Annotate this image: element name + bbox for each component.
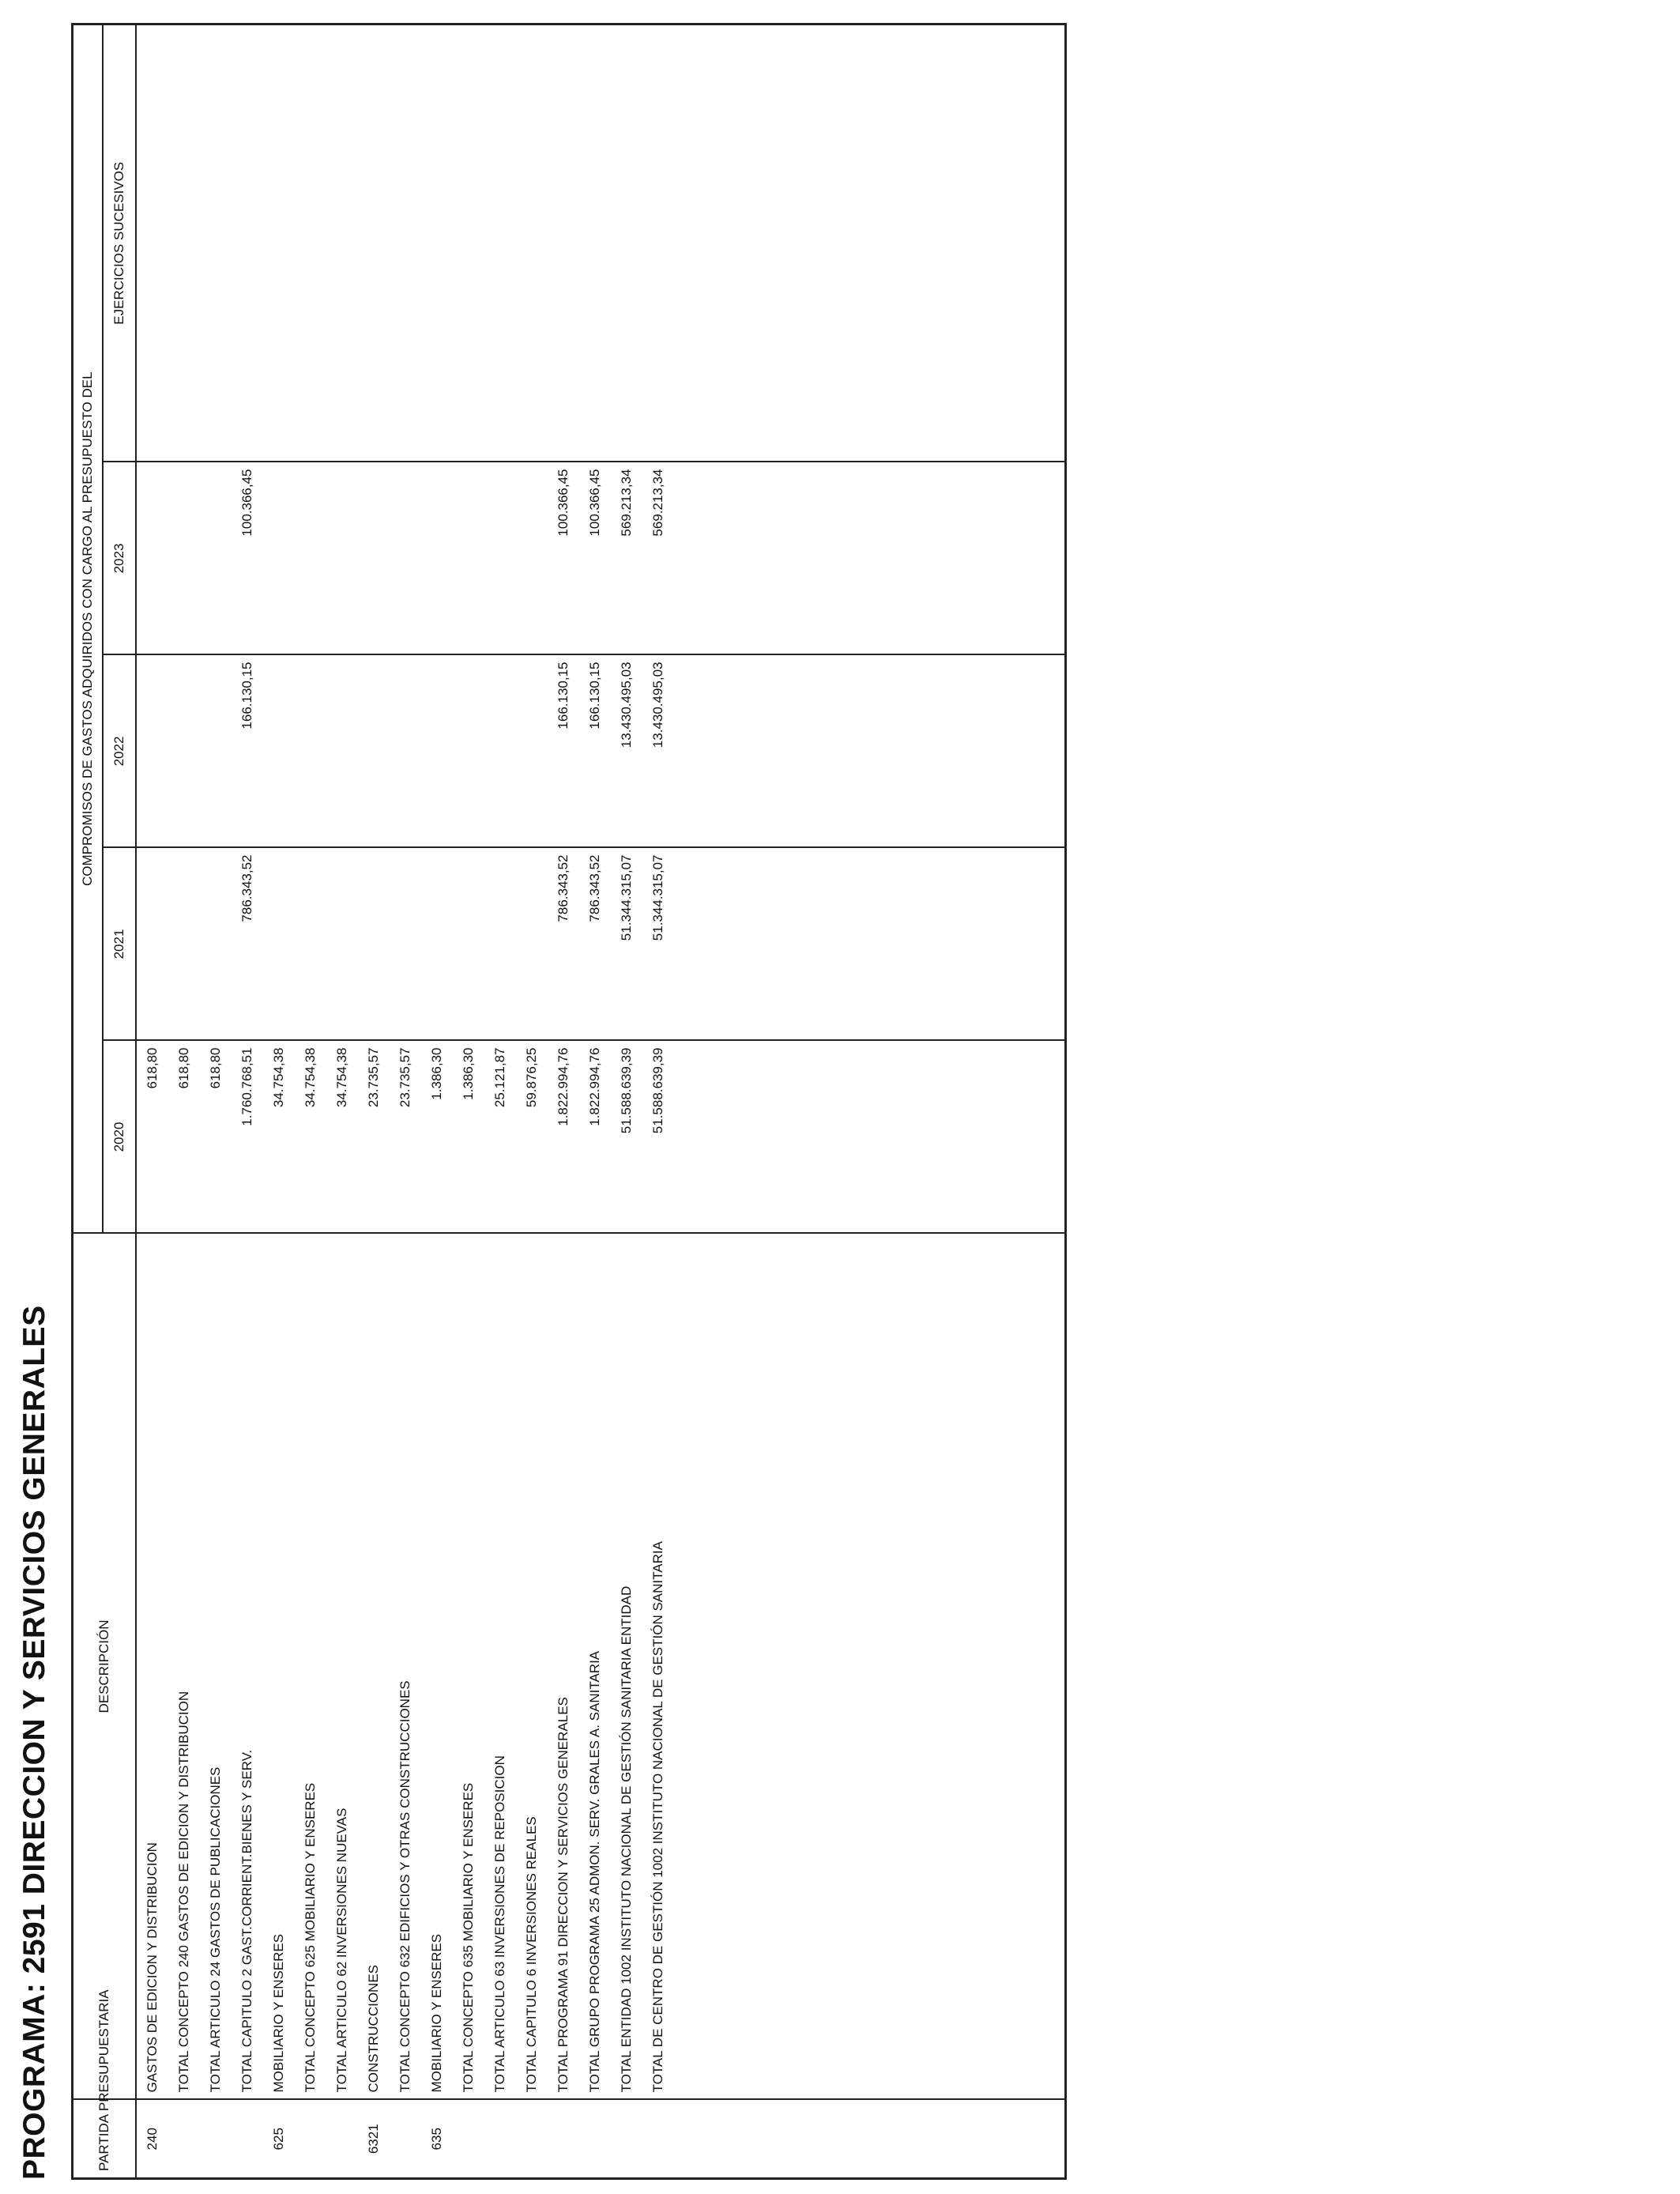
empty-cell (674, 655, 704, 848)
empty-cell (854, 1234, 884, 2100)
empty-cell (734, 24, 764, 462)
value-2020-cell: 23.735,57 (390, 1041, 421, 1234)
value-sucesivos-cell (484, 24, 516, 462)
empty-cell (824, 462, 854, 655)
value-2023-cell: 100.366,45 (232, 462, 263, 655)
value-2023-cell (295, 462, 326, 655)
partida-cell: 625 (263, 2100, 295, 2179)
value-2022-cell: 166.130,15 (548, 655, 579, 848)
empty-cell (854, 655, 884, 848)
value-2023-cell (136, 462, 168, 655)
value-2023-cell (326, 462, 358, 655)
value-sucesivos-cell (611, 24, 642, 462)
empty-cell (824, 848, 854, 1041)
empty-cell (974, 2100, 1004, 2179)
empty-cell (674, 1234, 704, 2100)
empty-cell (914, 2100, 944, 2179)
table-row (516, 24, 548, 2178)
empty-row (734, 24, 764, 2178)
value-2021-cell (295, 848, 326, 1041)
value-2023-cell (516, 462, 548, 655)
table-row (358, 24, 390, 2178)
value-2020-cell: 34.754,38 (295, 1041, 326, 1234)
value-2020-cell: 23.735,57 (358, 1041, 390, 1234)
empty-cell (884, 655, 914, 848)
partida-cell (200, 2100, 232, 2179)
empty-row (944, 24, 974, 2178)
empty-cell (1034, 1234, 1066, 2100)
empty-cell (764, 848, 794, 1041)
value-2020-cell: 1.386,30 (421, 1041, 453, 1234)
empty-cell (974, 24, 1004, 462)
descripcion-cell: CONSTRUCCIONES (358, 1234, 390, 2100)
value-2021-cell: 786.343,52 (232, 848, 263, 1041)
empty-cell (824, 24, 854, 462)
value-2020-cell: 34.754,38 (326, 1041, 358, 1234)
table-row (611, 24, 642, 2178)
empty-cell (704, 848, 734, 1041)
value-2022-cell (484, 655, 516, 848)
empty-cell (1004, 1041, 1034, 1234)
header-ejercicios-sucesivos: EJERCICIOS SUCESIVOS (103, 24, 136, 462)
value-2023-cell (263, 462, 295, 655)
empty-cell (794, 848, 824, 1041)
value-2020-cell: 1.386,30 (453, 1041, 484, 1234)
partida-cell (168, 2100, 200, 2179)
value-2023-cell: 100.366,45 (548, 462, 579, 655)
value-2021-cell (326, 848, 358, 1041)
empty-cell (1034, 462, 1066, 655)
value-2022-cell (168, 655, 200, 848)
empty-cell (914, 1234, 944, 2100)
empty-cell (764, 1234, 794, 2100)
value-2020-cell: 618,80 (168, 1041, 200, 1234)
empty-cell (854, 848, 884, 1041)
descripcion-cell: MOBILIARIO Y ENSERES (421, 1234, 453, 2100)
empty-row (1034, 24, 1066, 2178)
empty-cell (884, 1234, 914, 2100)
descripcion-cell: GASTOS DE EDICION Y DISTRIBUCION (136, 1234, 168, 2100)
value-2020-cell: 618,80 (136, 1041, 168, 1234)
empty-cell (704, 1041, 734, 1234)
empty-cell (704, 462, 734, 655)
empty-cell (824, 1234, 854, 2100)
table-row (136, 24, 168, 2178)
empty-cell (914, 655, 944, 848)
empty-cell (944, 655, 974, 848)
table-row (200, 24, 232, 2178)
empty-row (704, 24, 734, 2178)
empty-cell (1004, 24, 1034, 462)
empty-cell (734, 848, 764, 1041)
empty-cell (944, 2100, 974, 2179)
table-row (232, 24, 263, 2178)
empty-cell (824, 2100, 854, 2179)
value-2021-cell (168, 848, 200, 1041)
value-2022-cell (358, 655, 390, 848)
descripcion-cell: TOTAL CAPITULO 6 INVERSIONES REALES (516, 1234, 548, 2100)
value-2023-cell (390, 462, 421, 655)
value-2021-cell (484, 848, 516, 1041)
value-2022-cell (136, 655, 168, 848)
descripcion-cell: MOBILIARIO Y ENSERES (263, 1234, 295, 2100)
empty-cell (1034, 24, 1066, 462)
value-2022-cell (295, 655, 326, 848)
partida-cell: 240 (136, 2100, 168, 2179)
value-2022-cell (390, 655, 421, 848)
empty-cell (944, 1234, 974, 2100)
empty-cell (884, 462, 914, 655)
empty-row (1004, 24, 1034, 2178)
empty-cell (734, 462, 764, 655)
empty-cell (854, 462, 884, 655)
empty-cell (794, 1041, 824, 1234)
empty-cell (944, 24, 974, 462)
value-sucesivos-cell (516, 24, 548, 462)
partida-cell (642, 2100, 674, 2179)
table-row (421, 24, 453, 2178)
table-body (136, 24, 1066, 2178)
value-sucesivos-cell (548, 24, 579, 462)
value-2021-cell (200, 848, 232, 1041)
empty-cell (1034, 1041, 1066, 1234)
value-2020-cell: 1.822.994,76 (548, 1041, 579, 1234)
value-2023-cell: 100.366,45 (579, 462, 611, 655)
descripcion-cell: TOTAL GRUPO PROGRAMA 25 ADMON. SERV. GRALES A. SANITARIA (579, 1234, 611, 2100)
empty-cell (824, 1041, 854, 1234)
value-2021-cell (358, 848, 390, 1041)
partida-cell (453, 2100, 484, 2179)
empty-cell (674, 1041, 704, 1234)
table-row (548, 24, 579, 2178)
value-2020-cell: 1.760.768,51 (232, 1041, 263, 1234)
empty-cell (1004, 1234, 1034, 2100)
table-row (295, 24, 326, 2178)
table-row (484, 24, 516, 2178)
empty-cell (1034, 655, 1066, 848)
value-2022-cell: 13.430.495,03 (642, 655, 674, 848)
header-year-2020: 2020 (103, 1041, 136, 1234)
empty-cell (974, 462, 1004, 655)
value-2021-cell: 786.343,52 (579, 848, 611, 1041)
empty-cell (944, 462, 974, 655)
empty-cell (764, 655, 794, 848)
empty-row (674, 24, 704, 2178)
empty-cell (1034, 2100, 1066, 2179)
value-2022-cell (326, 655, 358, 848)
descripcion-cell: TOTAL ARTICULO 63 INVERSIONES DE REPOSICION (484, 1234, 516, 2100)
empty-cell (854, 24, 884, 462)
empty-row (824, 24, 854, 2178)
empty-cell (734, 1041, 764, 1234)
empty-cell (944, 848, 974, 1041)
value-sucesivos-cell (168, 24, 200, 462)
value-2021-cell (453, 848, 484, 1041)
value-2023-cell (358, 462, 390, 655)
value-sucesivos-cell (263, 24, 295, 462)
empty-cell (1004, 2100, 1034, 2179)
empty-cell (974, 1234, 1004, 2100)
empty-cell (794, 24, 824, 462)
descripcion-cell: TOTAL CONCEPTO 625 MOBILIARIO Y ENSERES (295, 1234, 326, 2100)
empty-cell (734, 2100, 764, 2179)
value-2020-cell: 51.588.639,39 (642, 1041, 674, 1234)
descripcion-cell: TOTAL CONCEPTO 632 EDIFICIOS Y OTRAS CONSTRUCCIONES (390, 1234, 421, 2100)
empty-cell (674, 462, 704, 655)
value-2021-cell: 51.344.315,07 (611, 848, 642, 1041)
partida-cell (579, 2100, 611, 2179)
empty-cell (884, 1041, 914, 1234)
empty-cell (1004, 655, 1034, 848)
header-year-2023: 2023 (103, 462, 136, 655)
table-row (453, 24, 484, 2178)
descripcion-cell: TOTAL ENTIDAD 1002 INSTITUTO NACIONAL DE GESTIÓN SANITARIA ENTIDAD (611, 1234, 642, 2100)
empty-cell (974, 1041, 1004, 1234)
descripcion-cell: TOTAL ARTICULO 24 GASTOS DE PUBLICACIONES (200, 1234, 232, 2100)
value-sucesivos-cell (326, 24, 358, 462)
header-year-2022: 2022 (103, 655, 136, 848)
descripcion-cell: TOTAL DE CENTRO DE GESTIÓN 1002 INSTITUTO NACIONAL DE GESTIÓN SANITARIA (642, 1234, 674, 2100)
header-partida: PARTIDA PRESUPUESTARIA (73, 2100, 137, 2179)
value-2023-cell: 569.213,34 (642, 462, 674, 655)
value-2023-cell: 569.213,34 (611, 462, 642, 655)
empty-cell (794, 655, 824, 848)
value-2020-cell: 25.121,87 (484, 1041, 516, 1234)
value-sucesivos-cell (358, 24, 390, 462)
value-2020-cell: 59.876,25 (516, 1041, 548, 1234)
empty-cell (914, 462, 944, 655)
value-sucesivos-cell (453, 24, 484, 462)
value-sucesivos-cell (421, 24, 453, 462)
table-row (642, 24, 674, 2178)
value-2021-cell (136, 848, 168, 1041)
value-2021-cell (390, 848, 421, 1041)
table-row (390, 24, 421, 2178)
empty-row (884, 24, 914, 2178)
empty-cell (794, 1234, 824, 2100)
value-2021-cell (516, 848, 548, 1041)
empty-cell (764, 24, 794, 462)
value-2020-cell: 51.588.639,39 (611, 1041, 642, 1234)
header-year-2021: 2021 (103, 848, 136, 1041)
value-2022-cell (200, 655, 232, 848)
value-2022-cell: 13.430.495,03 (611, 655, 642, 848)
empty-cell (794, 462, 824, 655)
commitments-table (71, 23, 1067, 2180)
empty-cell (974, 655, 1004, 848)
empty-row (974, 24, 1004, 2178)
partida-cell: 635 (421, 2100, 453, 2179)
empty-cell (884, 848, 914, 1041)
value-2023-cell (453, 462, 484, 655)
empty-cell (1004, 848, 1034, 1041)
value-2022-cell: 166.130,15 (579, 655, 611, 848)
partida-cell (232, 2100, 263, 2179)
value-sucesivos-cell (232, 24, 263, 462)
empty-cell (884, 2100, 914, 2179)
empty-row (854, 24, 884, 2178)
value-2022-cell (516, 655, 548, 848)
partida-cell (611, 2100, 642, 2179)
empty-cell (704, 2100, 734, 2179)
header-compromisos: COMPROMISOS DE GASTOS ADQUIRIDOS CON CARGO AL PRESUPUESTO DEL (73, 24, 104, 1233)
partida-cell (326, 2100, 358, 2179)
value-2023-cell (484, 462, 516, 655)
empty-cell (764, 462, 794, 655)
empty-cell (824, 655, 854, 848)
empty-cell (1034, 848, 1066, 1041)
partida-cell (516, 2100, 548, 2179)
table-row (326, 24, 358, 2178)
empty-cell (854, 2100, 884, 2179)
value-2020-cell: 1.822.994,76 (579, 1041, 611, 1234)
descripcion-cell: TOTAL ARTICULO 62 INVERSIONES NUEVAS (326, 1234, 358, 2100)
empty-cell (764, 1041, 794, 1234)
value-2021-cell: 786.343,52 (548, 848, 579, 1041)
empty-cell (794, 2100, 824, 2179)
value-2021-cell: 51.344.315,07 (642, 848, 674, 1041)
descripcion-cell: TOTAL CONCEPTO 635 MOBILIARIO Y ENSERES (453, 1234, 484, 2100)
empty-cell (914, 1041, 944, 1234)
value-2022-cell (421, 655, 453, 848)
value-2020-cell: 618,80 (200, 1041, 232, 1234)
value-2023-cell (168, 462, 200, 655)
empty-cell (944, 1041, 974, 1234)
empty-cell (1004, 462, 1034, 655)
value-sucesivos-cell (295, 24, 326, 462)
empty-cell (674, 24, 704, 462)
empty-cell (734, 1234, 764, 2100)
descripcion-cell: TOTAL PROGRAMA 91 DIRECCION Y SERVICIOS GENERALES (548, 1234, 579, 2100)
page-title: PROGRAMA: 2591 DIRECCION Y SERVICIOS GENERALES (17, 1305, 51, 2180)
value-sucesivos-cell (136, 24, 168, 462)
empty-cell (884, 24, 914, 462)
partida-cell (548, 2100, 579, 2179)
value-sucesivos-cell (579, 24, 611, 462)
descripcion-cell: TOTAL CAPITULO 2 GAST.CORRIENT.BIENES Y SERV. (232, 1234, 263, 2100)
empty-cell (764, 2100, 794, 2179)
value-sucesivos-cell (390, 24, 421, 462)
value-2022-cell: 166.130,15 (232, 655, 263, 848)
partida-cell (390, 2100, 421, 2179)
empty-cell (914, 24, 944, 462)
empty-row (764, 24, 794, 2178)
empty-cell (974, 848, 1004, 1041)
empty-row (794, 24, 824, 2178)
table-row (263, 24, 295, 2178)
empty-cell (674, 2100, 704, 2179)
table-row (579, 24, 611, 2178)
empty-cell (704, 1234, 734, 2100)
header-descripcion: DESCRIPCIÓN (73, 1234, 137, 2100)
value-2022-cell (263, 655, 295, 848)
empty-row (914, 24, 944, 2178)
empty-cell (734, 655, 764, 848)
empty-cell (914, 848, 944, 1041)
empty-cell (854, 1041, 884, 1234)
partida-cell: 6321 (358, 2100, 390, 2179)
empty-cell (674, 848, 704, 1041)
empty-cell (704, 24, 734, 462)
value-2021-cell (263, 848, 295, 1041)
value-2020-cell: 34.754,38 (263, 1041, 295, 1234)
value-2022-cell (453, 655, 484, 848)
value-2021-cell (421, 848, 453, 1041)
partida-cell (484, 2100, 516, 2179)
value-sucesivos-cell (642, 24, 674, 462)
empty-cell (704, 655, 734, 848)
value-2023-cell (200, 462, 232, 655)
value-2023-cell (421, 462, 453, 655)
descripcion-cell: TOTAL CONCEPTO 240 GASTOS DE EDICION Y DISTRIBUCION (168, 1234, 200, 2100)
table-row (168, 24, 200, 2178)
partida-cell (295, 2100, 326, 2179)
value-sucesivos-cell (200, 24, 232, 462)
